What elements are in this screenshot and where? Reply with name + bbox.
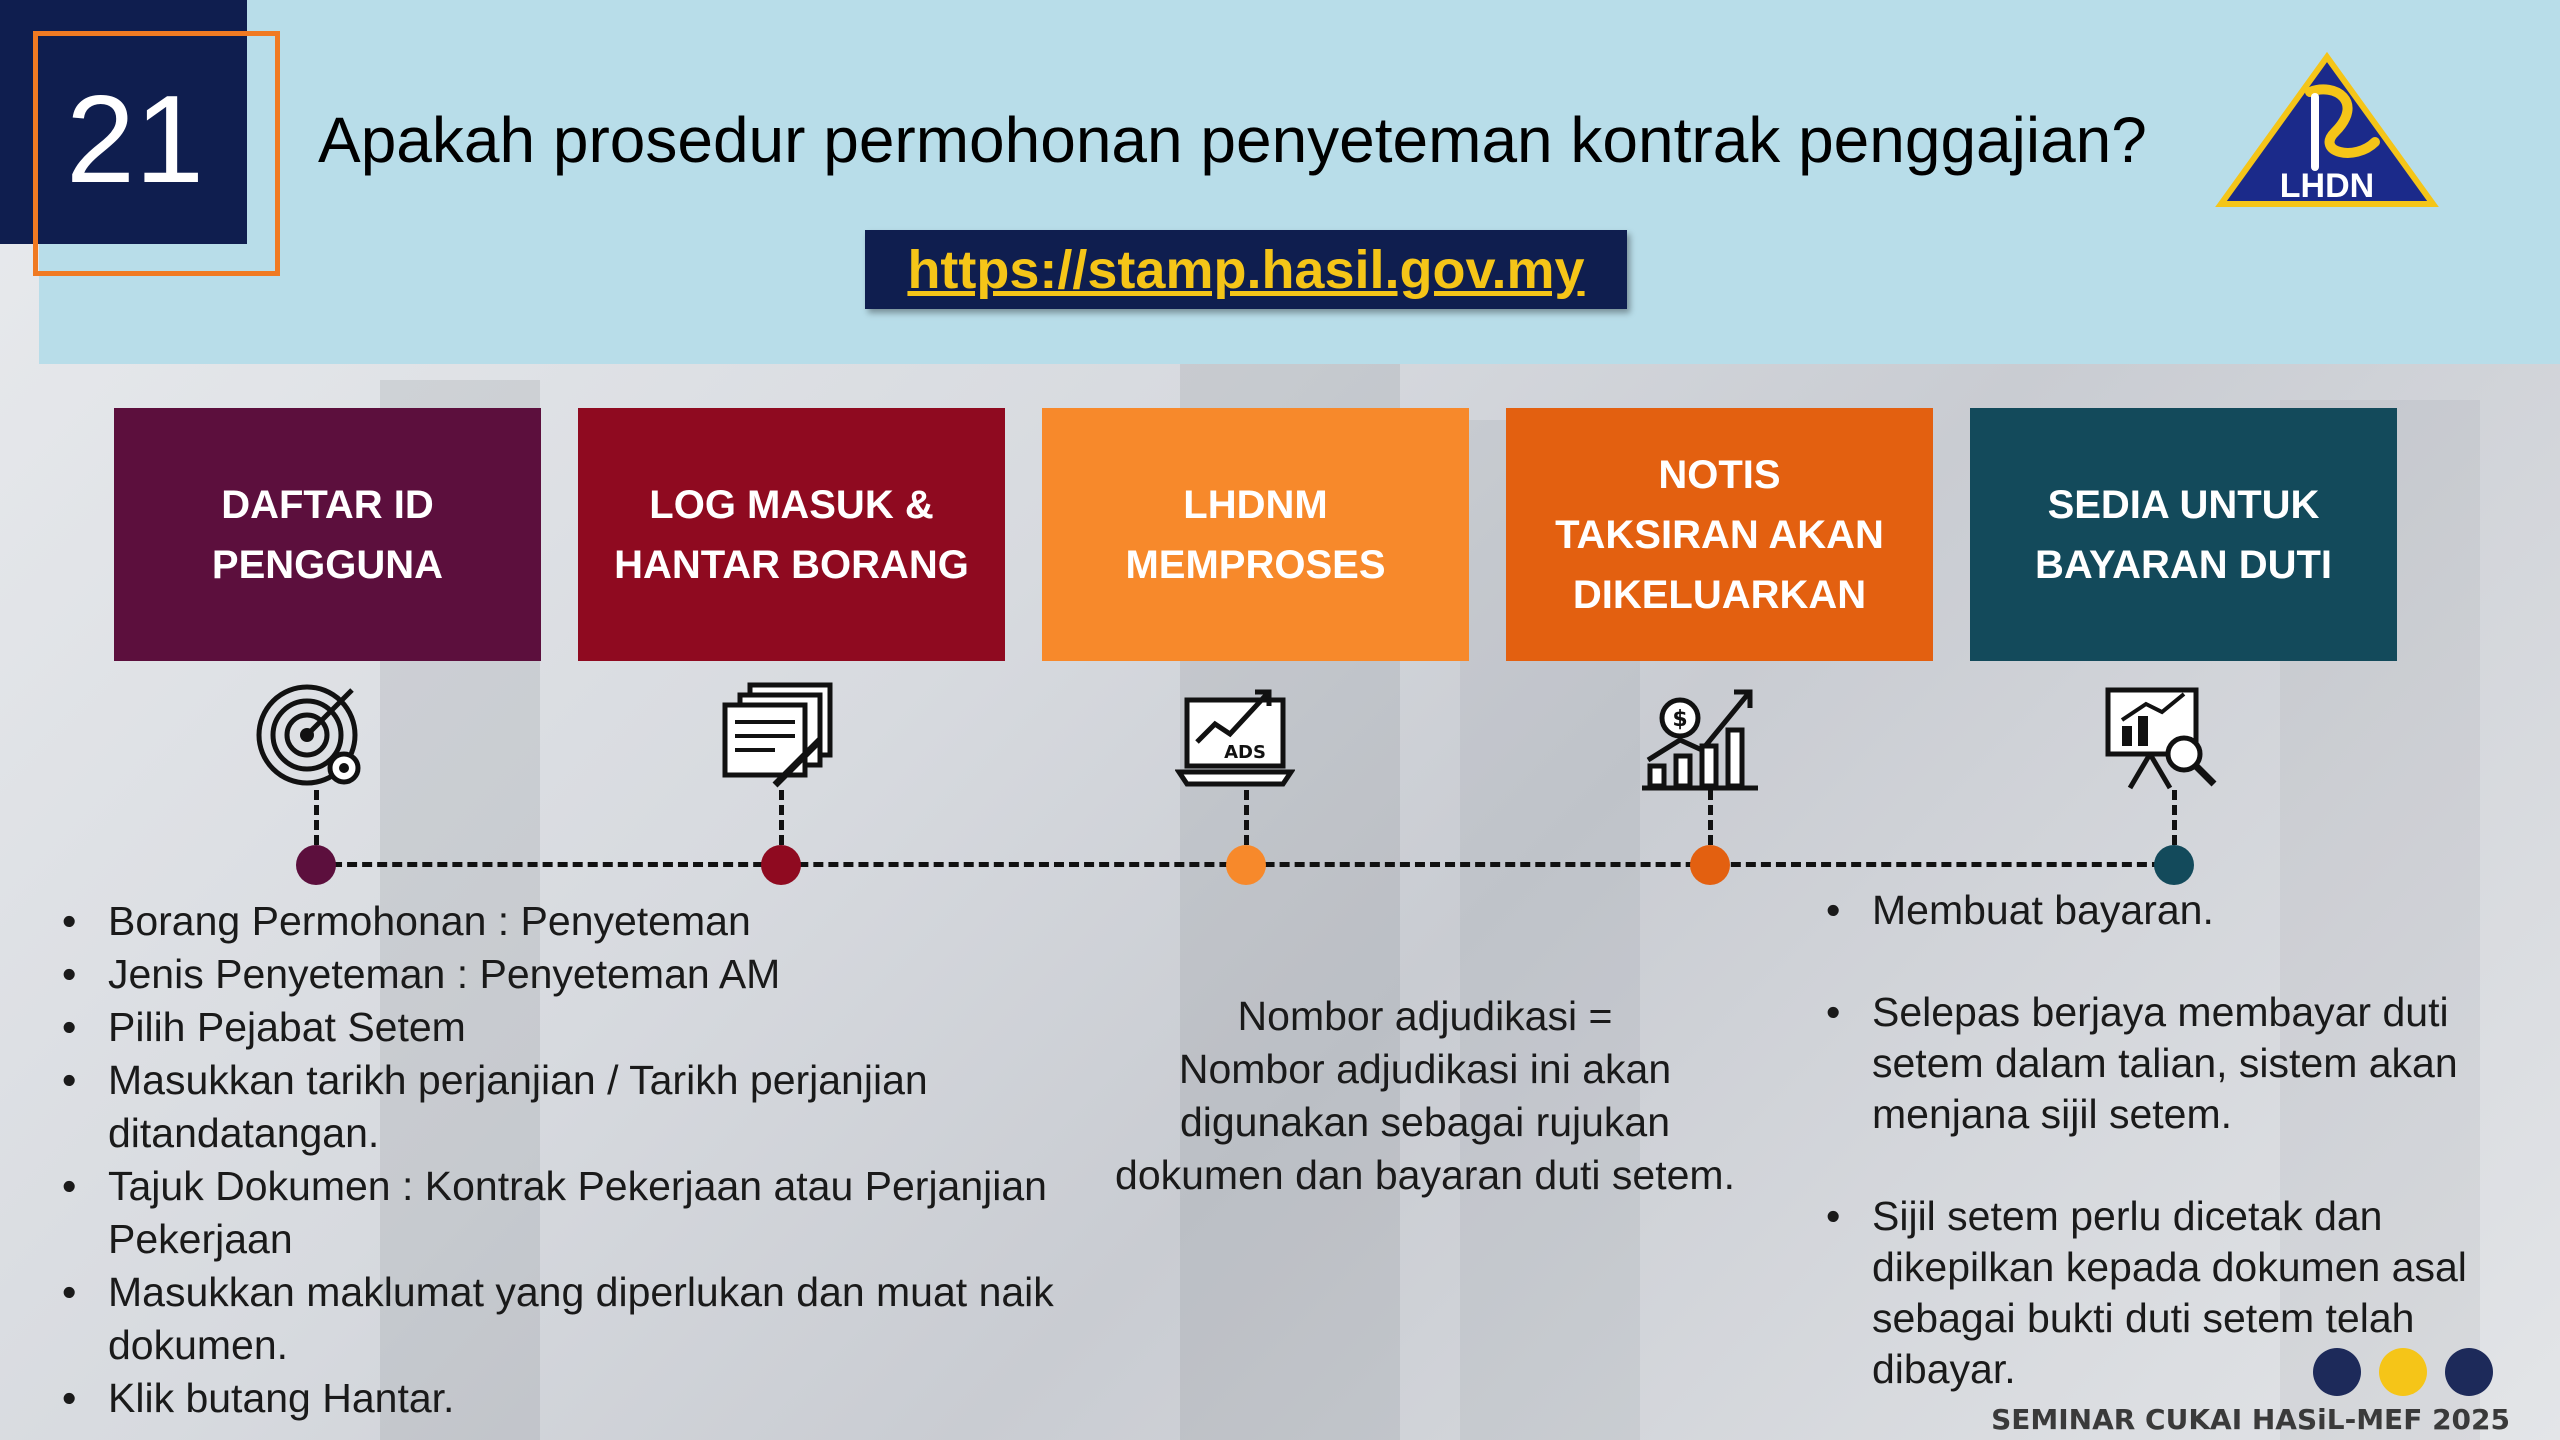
list-item: • Tajuk Dokumen : Kontrak Pekerjaan atau Perjanjian Pekerjaan xyxy=(62,1160,1062,1266)
list-item: • Masukkan tarikh perjanjian / Tarikh perjanjian ditandatangan. xyxy=(62,1054,1062,1160)
left-bullet-list xyxy=(62,895,1062,1425)
adjudication-note xyxy=(1085,990,1765,1202)
step-label: MEMPROSES xyxy=(1125,542,1386,587)
connector-line xyxy=(314,790,319,845)
list-item: • Selepas berjaya membayar duti setem dalam talian, sistem akan menjana sijil setem. xyxy=(1826,987,2506,1140)
logo-text: LHDN xyxy=(2279,167,2375,205)
timeline-dot xyxy=(1690,845,1730,885)
step-lhdnm-memproses xyxy=(1042,408,1469,661)
note-line: digunakan sebagai rujukan xyxy=(1179,1099,1671,1145)
lhdn-logo xyxy=(2215,52,2440,212)
step-label: HANTAR BORANG xyxy=(614,542,969,587)
list-item: • Sijil setem perlu dicetak dan dikepilkan kepada dokumen asal sebagai bukti duti setem telah dibayar. xyxy=(1826,1191,2506,1395)
timeline-dot xyxy=(1226,845,1266,885)
documents-pen-icon xyxy=(720,680,840,795)
list-item: • Klik butang Hantar. xyxy=(62,1372,1062,1425)
step-label: SEDIA UNTUK xyxy=(2047,482,2320,527)
list-item: • Masukkan maklumat yang diperlukan dan muat naik dokumen. xyxy=(62,1266,1062,1372)
step-label: DIKELUARKAN xyxy=(1572,572,1867,617)
step-label: LOG MASUK & xyxy=(649,482,934,527)
list-item: • Pilih Pejabat Setem xyxy=(62,1001,1062,1054)
connector-line xyxy=(1244,790,1249,845)
note-line: Nombor adjudikasi = xyxy=(1237,993,1613,1039)
step-log-masuk xyxy=(578,408,1005,661)
target-gear-icon xyxy=(252,680,372,795)
step-label: PENGGUNA xyxy=(211,542,444,587)
list-item: • Membuat bayaran. xyxy=(1826,885,2506,936)
connector-line xyxy=(779,790,784,845)
list-item: • Jenis Penyeteman : Penyeteman AM xyxy=(62,948,1062,1001)
step-label: DAFTAR ID xyxy=(221,482,434,527)
note-line: Nombor adjudikasi ini akan xyxy=(1178,1046,1672,1092)
header-band xyxy=(39,0,2560,364)
step-label: LHDNM xyxy=(1183,482,1328,527)
step-label: NOTIS xyxy=(1658,452,1781,497)
list-item: • Borang Permohonan : Penyeteman xyxy=(62,895,1062,948)
slide-title: Apakah prosedur permohonan penyeteman kontrak penggajian? xyxy=(318,104,2147,176)
timeline-dot xyxy=(2154,845,2194,885)
note-line: dokumen dan bayaran duti setem. xyxy=(1115,1152,1735,1198)
page-dot xyxy=(2379,1348,2427,1396)
step-label: TAKSIRAN AKAN xyxy=(1555,512,1884,557)
page-dot xyxy=(2313,1348,2361,1396)
url-link[interactable]: https://stamp.hasil.gov.my xyxy=(907,239,1585,300)
page-dot xyxy=(2445,1348,2493,1396)
footer-text: SEMINAR CUKAI HASiL-MEF 2025 xyxy=(1991,1403,2510,1436)
presentation-magnifier-icon xyxy=(2100,680,2220,795)
dollar-growth-chart-icon xyxy=(1640,680,1760,795)
url-banner[interactable] xyxy=(865,230,1627,309)
step-label: BAYARAN DUTI xyxy=(2034,542,2333,587)
timeline-dot xyxy=(761,845,801,885)
svg-text:$: $ xyxy=(1672,707,1688,732)
step-notis-taksiran xyxy=(1506,408,1933,661)
laptop-ads-chart-icon xyxy=(1175,680,1295,795)
right-bullet-list xyxy=(1826,885,2506,1395)
timeline-dot xyxy=(296,845,336,885)
svg-text:ADS: ADS xyxy=(1224,742,1266,763)
connector-line xyxy=(1708,790,1713,845)
connector-line xyxy=(2172,790,2177,845)
step-sedia-bayaran xyxy=(1970,408,2397,661)
step-daftar-id xyxy=(114,408,541,661)
slide-number: 21 xyxy=(66,71,204,209)
